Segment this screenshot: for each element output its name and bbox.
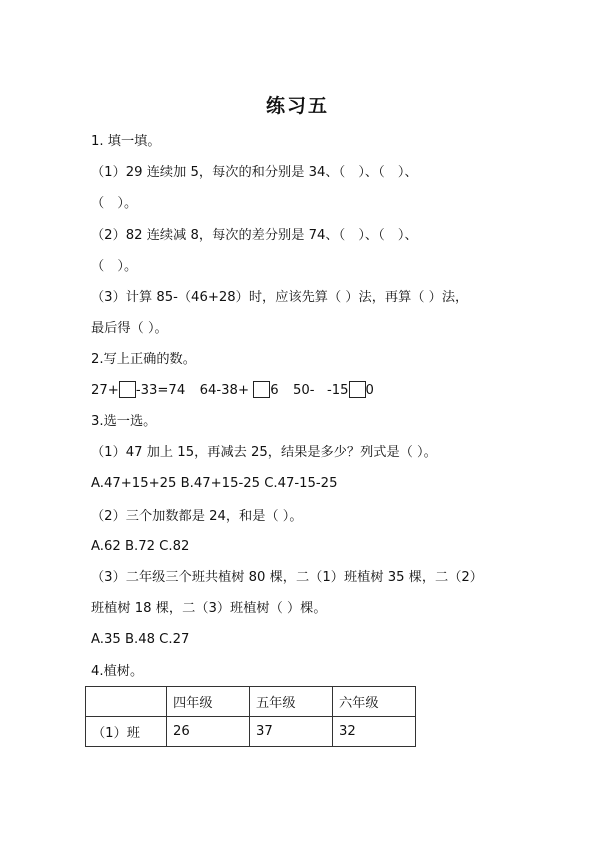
eq3-part-b: -15 bbox=[326, 383, 349, 398]
q3-part2: （2）三个加数都是 24，和是（ ）。 bbox=[91, 509, 303, 524]
q1-part1-line1: （1）29 连续加 5，每次的和分别是 34、（ ）、（ ）、 bbox=[91, 165, 418, 180]
table-header-row bbox=[86, 687, 416, 717]
answer-box[interactable] bbox=[119, 381, 136, 398]
q3-part3-line2: 班植树 18 棵，二（3）班植树（ ）棵。 bbox=[91, 601, 327, 616]
answer-box[interactable] bbox=[349, 381, 366, 398]
q3-part1: （1）47 加上 15，再减去 25，结果是多少？列式是（ ）。 bbox=[91, 445, 437, 460]
q1-heading: 1. 填一填。 bbox=[91, 134, 161, 149]
q1-part1-line2: （ ）。 bbox=[91, 196, 138, 211]
eq2-part-a: 64-38+ bbox=[199, 383, 249, 398]
eq3-part-c: 0 bbox=[365, 383, 374, 398]
planting-table bbox=[85, 686, 416, 747]
q2-equations bbox=[91, 381, 374, 400]
eq1-part-b: -33=74 bbox=[135, 383, 186, 398]
q1-part3-line1: （3）计算 85-（46+28）时，应该先算（ ）法，再算（ ）法， bbox=[91, 290, 469, 305]
page-title: 练习五 bbox=[265, 95, 329, 117]
q1-part2-line1: （2）82 连续减 8，每次的差分别是 74、（ ）、（ ）、 bbox=[91, 228, 418, 243]
eq1-part-a: 27+ bbox=[91, 383, 119, 398]
table-header-cell: 六年级 bbox=[333, 687, 416, 717]
table-row bbox=[86, 717, 416, 747]
table-header-cell: 五年级 bbox=[250, 687, 333, 717]
table-header-cell: 四年级 bbox=[167, 687, 250, 717]
eq3-part-a: 50- bbox=[293, 383, 315, 398]
table-cell: 26 bbox=[167, 717, 250, 747]
answer-box[interactable] bbox=[253, 381, 270, 398]
q3-part1-options: A.47+15+25 B.47+15-25 C.47-15-25 bbox=[91, 476, 338, 491]
q1-part3-line2: 最后得（ ）。 bbox=[91, 321, 168, 336]
q3-part3-options: A.35 B.48 C.27 bbox=[91, 632, 190, 647]
table-cell: （1）班 bbox=[86, 717, 167, 747]
table-cell: 32 bbox=[333, 717, 416, 747]
table-header-cell bbox=[86, 687, 167, 717]
q3-heading: 3.选一选。 bbox=[91, 414, 157, 429]
q3-part2-options: A.62 B.72 C.82 bbox=[91, 539, 190, 554]
q1-part2-line2: （ ）。 bbox=[91, 259, 138, 274]
q3-part3-line1: （3）二年级三个班共植树 80 棵，二（1）班植树 35 棵，二（2） bbox=[91, 570, 483, 585]
q2-heading: 2.写上正确的数。 bbox=[91, 352, 196, 367]
q4-heading: 4.植树。 bbox=[91, 664, 144, 679]
table-cell: 37 bbox=[250, 717, 333, 747]
eq2-part-b: 6 bbox=[270, 383, 279, 398]
